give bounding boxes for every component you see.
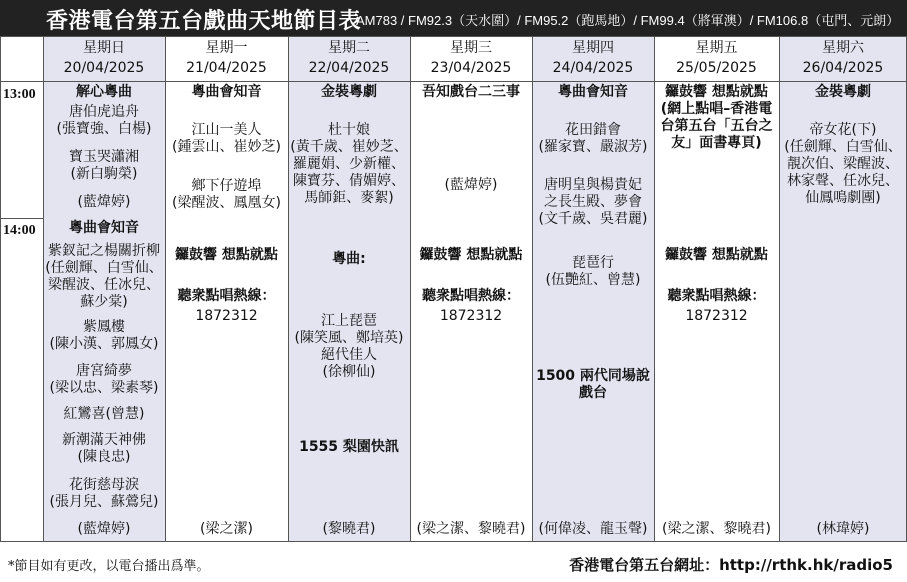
program-line: 帝女花(下) xyxy=(809,122,877,138)
program-line: (梁以忠、梁素琴) xyxy=(49,380,159,396)
program-block xyxy=(410,308,532,325)
program-block xyxy=(532,122,654,156)
row-divider xyxy=(0,36,907,37)
program-line: (何偉凌、龍玉聲) xyxy=(538,521,648,537)
column-shading xyxy=(779,36,907,542)
program-line: 梁醒波、任冰兒、 xyxy=(48,277,160,293)
program-block xyxy=(43,84,165,101)
program-line: 鄉下仔遊埠 xyxy=(191,178,262,194)
program-line: 絕代佳人 xyxy=(321,347,377,363)
program-line: (藍煒婷) xyxy=(444,177,498,193)
program-line: 1872312 xyxy=(685,308,748,324)
column-shading xyxy=(288,36,410,542)
program-line: 1555 梨園快訊 xyxy=(299,439,399,455)
weekday-label: 星期二 xyxy=(328,40,370,56)
program-line: 台第五台「五台之 xyxy=(660,118,773,134)
program-line: (陳良忠) xyxy=(77,449,131,465)
weekday-label: 星期六 xyxy=(822,40,864,56)
program-line: 新潮滿天神佛 xyxy=(62,432,146,448)
weekday-label: 星期日 xyxy=(83,40,125,56)
program-line: (張寶強、白楊) xyxy=(56,121,152,137)
program-line: 紫鳳樓 xyxy=(83,319,125,335)
program-block xyxy=(165,122,288,156)
program-line: (藍煒婷) xyxy=(77,521,131,537)
program-line: 陳寶芬、倩媚婷、 xyxy=(293,173,405,189)
program-block xyxy=(43,477,165,511)
program-block xyxy=(43,243,165,311)
day-header xyxy=(43,38,165,82)
program-line: (梁之潔、黎曉君) xyxy=(662,521,771,537)
program-line: 林家聲、任冰兒、 xyxy=(787,173,899,189)
frequency-list: AM783 / FM92.3（天水圍）/ FM95.2（跑馬地）/ FM99.4（將軍澳）/ FM106.8（屯門、元朗） xyxy=(356,13,900,28)
day-header xyxy=(410,38,532,82)
weekday-label: 星期一 xyxy=(205,40,248,56)
column-divider xyxy=(288,36,289,542)
program-block xyxy=(532,84,654,101)
program-line: 紫釵記之楊關折柳 xyxy=(48,243,160,259)
program-line: (黎曉君) xyxy=(322,521,376,537)
program-line: 唐伯虎追舟 xyxy=(69,104,139,120)
program-block xyxy=(288,347,410,381)
program-block xyxy=(532,177,654,228)
date-label: 24/04/2025 xyxy=(552,60,634,76)
program-line: (梁之潔、黎曉君) xyxy=(416,521,526,537)
program-line: (羅家寶、嚴淑芳) xyxy=(538,139,648,155)
program-block xyxy=(410,84,532,101)
weekday-label: 星期四 xyxy=(572,40,614,56)
program-line: 吾知戲台二三事 xyxy=(422,84,520,100)
program-block xyxy=(410,288,532,305)
program-block xyxy=(288,251,410,268)
program-line: 友」面書專頁) xyxy=(671,135,762,151)
program-line: (黃千歲、崔妙芝、 xyxy=(290,139,408,155)
program-line: 唐明皇與楊貴妃 xyxy=(544,177,642,193)
program-line: 1872312 xyxy=(439,308,503,324)
program-line: 蘇少棠) xyxy=(80,294,128,310)
program-line: (文千歲、吳君麗) xyxy=(538,211,648,227)
program-line: (陳小漢、郭鳳女) xyxy=(49,336,159,352)
program-block xyxy=(532,255,654,289)
day-header xyxy=(532,38,654,82)
program-line: 仙鳳鳴劇團) xyxy=(805,190,881,206)
program-block xyxy=(779,122,907,207)
program-line: 戲台 xyxy=(579,385,607,401)
program-line: 杜十娘 xyxy=(328,122,370,138)
program-line: 聽衆點唱熱線： xyxy=(422,288,520,304)
program-block xyxy=(654,308,779,325)
date-label: 25/05/2025 xyxy=(676,60,757,76)
program-block xyxy=(779,84,907,101)
program-line: (任劍輝、白雪仙、 xyxy=(784,139,902,155)
program-line: 靚次伯、梁醒波、 xyxy=(787,156,899,172)
program-block xyxy=(654,247,779,264)
date-label: 22/04/2025 xyxy=(308,60,390,76)
program-line: 粵曲: xyxy=(332,251,366,267)
day-header xyxy=(288,38,410,82)
program-block xyxy=(288,313,410,347)
date-label: 23/04/2025 xyxy=(430,60,512,76)
date-label: 21/04/2025 xyxy=(186,60,267,76)
footer-website: 香港電台第五台網址：http://rthk.hk/radio5 xyxy=(569,556,893,574)
program-block xyxy=(410,521,532,538)
program-block xyxy=(288,521,410,538)
program-block xyxy=(165,308,288,325)
program-line: 紅鸞喜(曾慧) xyxy=(63,406,145,422)
schedule-title: 香港電台第五台戲曲天地節目表 xyxy=(46,9,362,34)
program-line: 鑼鼓響 想點就點 xyxy=(175,247,278,263)
program-line: 之長生殿、夢會 xyxy=(544,194,642,210)
day-header xyxy=(165,38,288,82)
time-label-1400: 14:00 xyxy=(3,223,36,238)
title-banner xyxy=(0,0,907,36)
program-line: 粵曲會知音 xyxy=(69,220,139,236)
program-line: 琵琶行 xyxy=(572,255,614,271)
program-line: 鑼鼓響 想點就點 xyxy=(419,247,523,263)
program-block xyxy=(532,368,654,402)
program-line: (張月兒、蘇鶯兒) xyxy=(49,494,159,510)
program-line: 聽衆點唱熱線： xyxy=(667,288,766,304)
program-block xyxy=(288,439,410,456)
day-header xyxy=(654,38,779,82)
program-line: (陳笑風、鄭培英) xyxy=(294,330,404,346)
program-line: 羅麗娟、少新權、 xyxy=(293,156,405,172)
program-block xyxy=(43,104,165,138)
program-line: 江上琵琶 xyxy=(321,313,377,329)
program-block xyxy=(654,84,779,152)
program-line: (新白駒榮) xyxy=(70,166,138,182)
program-line: 金裝粵劇 xyxy=(815,84,871,100)
weekday-label: 星期三 xyxy=(450,40,492,56)
column-divider xyxy=(0,36,1,542)
program-line: 1500 兩代同場說 xyxy=(536,368,650,384)
program-block xyxy=(165,84,288,101)
program-block xyxy=(165,521,288,538)
program-line: (梁醒波、鳳凰女) xyxy=(172,195,281,211)
program-line: 粵曲會知音 xyxy=(191,84,262,100)
program-line: (任劍輝、白雪仙、 xyxy=(45,260,163,276)
program-line: (林瑋婷) xyxy=(816,521,870,537)
program-block xyxy=(410,177,532,194)
program-block xyxy=(779,521,907,538)
program-line: 1872312 xyxy=(195,308,258,324)
program-block xyxy=(43,194,165,211)
program-line: (網上點唱–香港電 xyxy=(660,101,773,117)
program-block xyxy=(165,288,288,305)
footer-note: *節目如有更改，以電台播出爲準。 xyxy=(8,559,210,574)
program-line: 馬師鉅、麥絮) xyxy=(304,190,394,206)
program-block xyxy=(43,149,165,183)
date-label: 20/04/2025 xyxy=(63,60,145,76)
program-block xyxy=(43,220,165,237)
date-label: 26/04/2025 xyxy=(802,60,884,76)
program-line: (伍艷紅、曾慧) xyxy=(545,272,641,288)
column-divider xyxy=(779,36,780,542)
program-block xyxy=(288,122,410,207)
program-line: 花街慈母淚 xyxy=(69,477,139,493)
schedule-grid xyxy=(0,36,907,542)
program-line: 粵曲會知音 xyxy=(558,84,628,100)
program-line: (鍾雲山、崔妙芝) xyxy=(172,139,281,155)
program-block xyxy=(410,247,532,264)
program-block xyxy=(43,406,165,423)
program-line: 解心粵曲 xyxy=(76,84,132,100)
time-label-1300: 13:00 xyxy=(3,87,36,102)
program-block xyxy=(43,319,165,353)
day-header xyxy=(779,38,907,82)
program-block xyxy=(165,247,288,264)
program-line: 鑼鼓響 想點就點 xyxy=(665,84,768,100)
program-line: 鑼鼓響 想點就點 xyxy=(665,247,768,263)
program-line: 唐宮綺夢 xyxy=(76,363,132,379)
program-line: 花田錯會 xyxy=(565,122,621,138)
program-block xyxy=(288,84,410,101)
program-line: 聽衆點唱熱線： xyxy=(177,288,276,304)
program-line: 金裝粵劇 xyxy=(321,84,377,100)
weekday-label: 星期五 xyxy=(695,40,738,56)
program-line: (徐柳仙) xyxy=(322,364,376,380)
program-block xyxy=(43,363,165,397)
row-divider xyxy=(0,541,907,542)
column-divider xyxy=(532,36,533,542)
program-block xyxy=(165,178,288,212)
program-line: (梁之潔) xyxy=(200,521,253,537)
program-block xyxy=(654,288,779,305)
program-line: 江山一美人 xyxy=(191,122,262,138)
program-block xyxy=(532,521,654,538)
program-block xyxy=(654,521,779,538)
program-block xyxy=(43,432,165,466)
program-line: (藍煒婷) xyxy=(77,194,131,210)
column-shading xyxy=(532,36,654,542)
row-divider xyxy=(0,218,43,219)
program-block xyxy=(43,521,165,538)
program-line: 寶玉哭瀟湘 xyxy=(69,149,139,165)
